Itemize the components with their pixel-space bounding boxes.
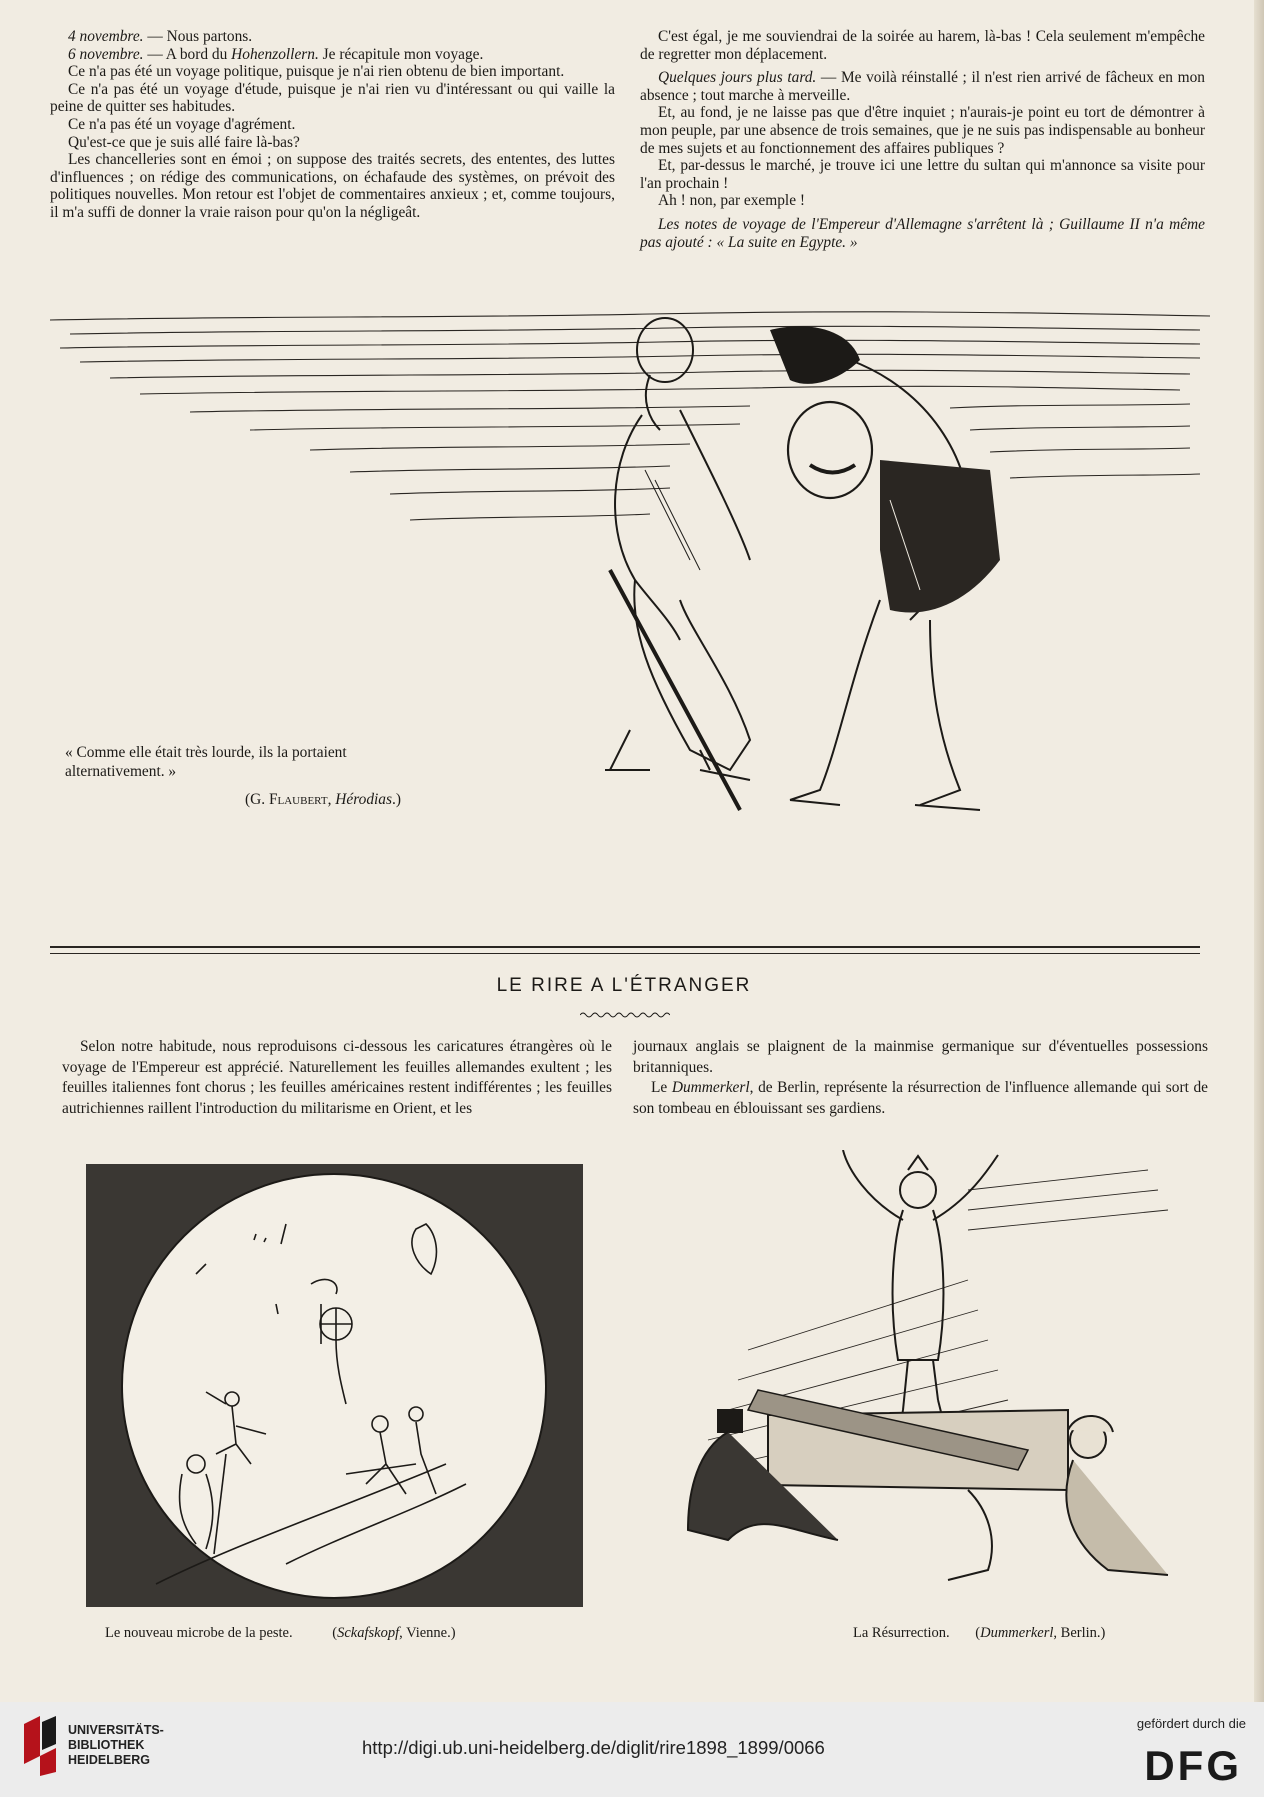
quote-line-1: « Comme elle était très lourde, ils la portaient <box>65 744 347 761</box>
top-left-column <box>50 28 615 222</box>
permalink[interactable]: http://digi.ub.uni-heidelberg.de/diglit/rire1898_1899/0066 <box>362 1737 825 1758</box>
paragraph: Et, par-dessus le marché, je trouve ici une lettre du sultan qui m'annonce sa visite pour l'an prochain ! <box>640 157 1205 192</box>
entry-quelques-jours: Quelques jours plus tard. — Me voilà réinstallé ; il n'est rien arrivé de fâcheux en mon absence ; tout marche à merveille. <box>640 69 1205 104</box>
paragraph: Qu'est-ce que je suis allé faire là-bas? <box>68 133 300 151</box>
paragraph: Les chancelleries sont en émoi ; on suppose des traités secrets, des ententes, des luttes d'influences ; on rédige des communications, on échafaude des systèmes, on prévoit des politiques nouvelles. Mon retour est l'objet de commentaires anxieux ; et, comme toujours, il m'a suffi de donner la vraie raison pour qu'on la négligeât. <box>50 151 615 221</box>
sea-hatching <box>50 312 1210 520</box>
resurrected-figure <box>843 1150 998 1450</box>
closing-note: Les notes de voyage de l'Empereur d'Allemagne s'arrêtent là ; Guillaume II n'a même pas ajouté : « La suite en Egypte. » <box>640 215 1205 251</box>
main-illustration-quote <box>65 743 485 781</box>
lower-right-column <box>633 1037 1208 1119</box>
paragraph: Ce n'a pas été un voyage d'étude, puisque je n'ai rien vu d'intéressant ou qui vaille la peine de quitter ses habitudes. <box>50 80 615 116</box>
walking-figure-with-staff <box>605 318 750 810</box>
top-right-column <box>640 28 1205 251</box>
paragraph: Ce n'a pas été un voyage d'agrément. <box>68 115 296 133</box>
paragraph-dummerkerl: Le Dummerkerl, de Berlin, représente la résurrection de l'influence allemande qui sort de son tombeau en éblouissant ses gardiens. <box>633 1079 1208 1117</box>
paragraph: C'est égal, je me souviendrai de la soirée au harem, là-bas ! Cela seulement m'empêche de regretter mon déplacement. <box>640 28 1205 63</box>
main-illustration-herodias <box>50 300 1210 940</box>
figure-carrying-head <box>770 326 1000 810</box>
entry-4-novembre: 4 novembre. — Nous partons. <box>68 28 253 45</box>
left-cartoon-caption: Le nouveau microbe de la peste. (Sckafskopf, Vienne.) <box>105 1625 456 1641</box>
severed-head <box>788 402 872 498</box>
entry-6-novembre: 6 novembre. — A bord du Hohenzollern. Je récapitule mon voyage. <box>68 45 484 63</box>
viewer-footer <box>0 1702 1264 1797</box>
cartoon-microbe-de-la-peste <box>86 1164 583 1607</box>
paragraph: Et, au fond, je ne laisse pas que d'être inquiet ; n'aurais-je point eu tort de démontrer à mon peuple, par une absence de trois semaines, que je ne suis pas indispensable au bonheur de mes sujets et au fonctionnement des affaires publiques ? <box>640 104 1205 157</box>
section-divider <box>50 946 1200 954</box>
library-name[interactable] <box>68 1723 164 1768</box>
quote-line-2: alternativement. » <box>65 763 177 780</box>
library-name-line: HEIDELBERG <box>68 1753 150 1767</box>
university-library-logo-icon[interactable] <box>20 1716 60 1776</box>
title-ornament <box>580 1011 670 1019</box>
right-cartoon-caption: La Résurrection. (Dummerkerl, Berlin.) <box>853 1625 1106 1641</box>
library-name-line: BIBLIOTHEK <box>68 1738 145 1752</box>
paragraph: Selon notre habitude, nous reproduisons ci-dessous les caricatures étrangères où le voyage de l'Empereur est apprécié. Naturellement les feuilles allemandes exultent ; les feuilles italiennes font chorus ; les feuilles américaines restent indifférentes ; les feuilles autrichiennes raillent l'introduction du militarisme en Orient, et les <box>62 1038 612 1117</box>
paragraph: journaux anglais se plaignent de la mainmise germanique sur d'éventuelles possessions britanniques. <box>633 1038 1208 1076</box>
library-name-line: UNIVERSITÄTS- <box>68 1723 164 1737</box>
page-edge <box>1254 0 1264 1702</box>
funded-by-label: gefördert durch die <box>1136 1716 1246 1731</box>
paragraph: Ah ! non, par exemple ! <box>658 192 806 210</box>
cartoon-la-resurrection <box>668 1150 1208 1610</box>
lower-left-column <box>62 1037 612 1119</box>
dfg-logo[interactable]: DFG <box>1144 1742 1242 1789</box>
quote-attribution: (G. Flaubert, Hérodias.) <box>245 791 401 808</box>
section-title: LE RIRE A L'ÉTRANGER <box>496 975 752 996</box>
paragraph: Ce n'a pas été un voyage politique, puisque je n'ai rien obtenu de bien important. <box>68 63 565 81</box>
